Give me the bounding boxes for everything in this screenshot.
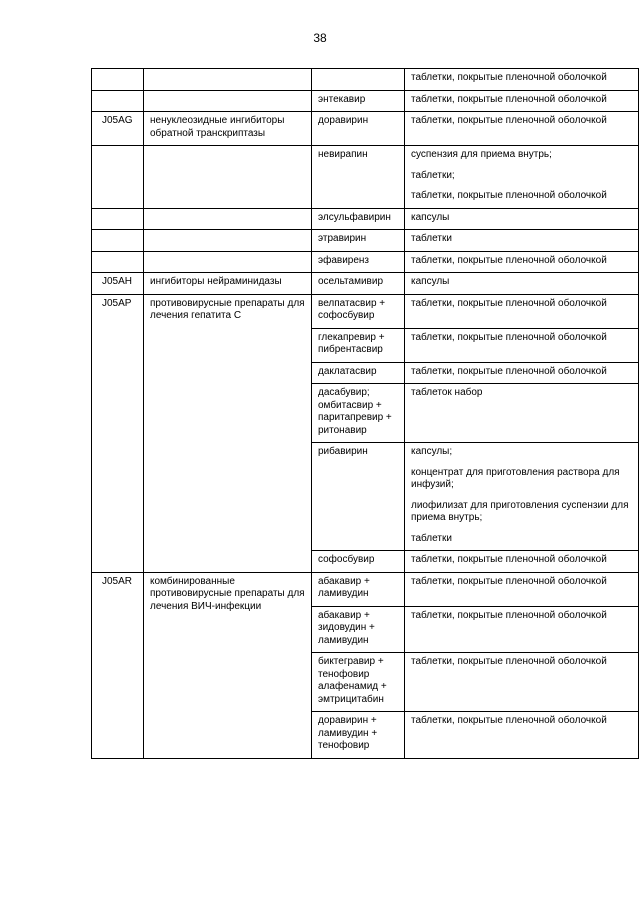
- dosage-forms-cell: [405, 653, 639, 712]
- dosage-forms-cell: [405, 273, 639, 295]
- dosage-forms-cell: [405, 443, 639, 551]
- dosage-forms-cell: [405, 362, 639, 384]
- table-row: [92, 572, 639, 606]
- table-row: [92, 230, 639, 252]
- atc-code-cell: [92, 69, 144, 91]
- table-row: [92, 112, 639, 146]
- dosage-forms-cell: [405, 606, 639, 653]
- drug-name-cell: энтекавир: [312, 90, 405, 112]
- group-cell: ненуклеозидные ингибиторы обратной транскриптазы: [144, 112, 312, 146]
- dosage-form: таблетки, покрытые пленочной оболочкой: [411, 715, 607, 726]
- drug-table-body: [92, 69, 639, 759]
- table-row: [92, 90, 639, 112]
- dosage-forms-cell: [405, 551, 639, 573]
- table-row: [92, 208, 639, 230]
- table-row: [92, 69, 639, 91]
- dosage-form: таблетки, покрытые пленочной оболочкой: [411, 72, 607, 83]
- dosage-form: капсулы: [411, 211, 450, 223]
- drug-name-cell: доравирин: [312, 112, 405, 146]
- dosage-form: таблетки, покрытые пленочной оболочкой: [411, 190, 607, 201]
- table-row: [92, 251, 639, 273]
- drug-name-cell: велпатасвир + софосбувир: [312, 294, 405, 328]
- dosage-forms-cell: [405, 294, 639, 328]
- dosage-form: таблетки, покрытые пленочной оболочкой: [411, 297, 607, 309]
- drug-name-cell: абакавир + зидовудин + ламивудин: [312, 606, 405, 653]
- group-cell: ингибиторы нейраминидазы: [144, 273, 312, 295]
- group-cell: [144, 90, 312, 112]
- drug-name-cell: осельтамивир: [312, 273, 405, 295]
- atc-code-cell: [92, 90, 144, 112]
- drug-name-cell: рибавирин: [312, 443, 405, 551]
- drug-name-cell: даклатасвир: [312, 362, 405, 384]
- page-number: 38: [313, 31, 327, 45]
- atc-code-cell: [92, 146, 144, 209]
- atc-code-cell: J05AR: [92, 572, 144, 758]
- dosage-form: таблетки, покрытые пленочной оболочкой: [411, 365, 607, 377]
- group-cell: [144, 251, 312, 273]
- dosage-forms-cell: [405, 69, 639, 91]
- dosage-forms-cell: [405, 208, 639, 230]
- dosage-form: суспензия для приема внутрь;: [411, 149, 552, 160]
- drug-name-cell: [312, 69, 405, 91]
- drug-name-cell: дасабувир; омбитасвир + паритапревир + ритонавир: [312, 384, 405, 443]
- dosage-form: таблетки, покрытые пленочной оболочкой: [411, 656, 607, 667]
- dosage-form: концентрат для приготовления раствора для инфузий;: [411, 466, 620, 490]
- dosage-form: таблетки: [411, 233, 452, 244]
- dosage-form: таблеток набор: [411, 387, 483, 398]
- group-cell: противовирусные препараты для лечения гепатита С: [144, 294, 312, 572]
- table-row: [92, 146, 639, 209]
- dosage-form: таблетки, покрытые пленочной оболочкой: [411, 554, 607, 565]
- drug-table: [91, 68, 639, 759]
- drug-name-cell: софосбувир: [312, 551, 405, 573]
- dosage-forms-cell: [405, 572, 639, 606]
- dosage-form: таблетки, покрытые пленочной оболочкой: [411, 331, 607, 343]
- group-cell: [144, 208, 312, 230]
- dosage-forms-cell: [405, 90, 639, 112]
- atc-code-cell: [92, 208, 144, 230]
- dosage-form: таблетки, покрытые пленочной оболочкой: [411, 115, 607, 126]
- group-cell: [144, 146, 312, 209]
- drug-name-cell: доравирин + ламивудин + тенофовир: [312, 712, 405, 759]
- drug-name-cell: абакавир + ламивудин: [312, 572, 405, 606]
- dosage-form: таблетки;: [411, 169, 455, 181]
- table-row: [92, 273, 639, 295]
- dosage-forms-cell: [405, 251, 639, 273]
- dosage-form: таблетки, покрытые пленочной оболочкой: [411, 609, 607, 621]
- dosage-forms-cell: [405, 328, 639, 362]
- dosage-form: таблетки, покрытые пленочной оболочкой: [411, 575, 607, 587]
- dosage-form: капсулы;: [411, 446, 453, 457]
- atc-code-cell: J05AH: [92, 273, 144, 295]
- drug-name-cell: этравирин: [312, 230, 405, 252]
- drug-name-cell: элсульфавирин: [312, 208, 405, 230]
- dosage-form: таблетки, покрытые пленочной оболочкой: [411, 254, 607, 266]
- drug-name-cell: невирапин: [312, 146, 405, 209]
- dosage-forms-cell: [405, 230, 639, 252]
- atc-code-cell: J05AG: [92, 112, 144, 146]
- table-row: [92, 294, 639, 328]
- group-cell: [144, 230, 312, 252]
- atc-code-cell: [92, 230, 144, 252]
- atc-code-cell: [92, 251, 144, 273]
- group-cell: [144, 69, 312, 91]
- drug-name-cell: эфавиренз: [312, 251, 405, 273]
- dosage-form: таблетки: [411, 532, 452, 544]
- drug-name-cell: биктегравир + тенофовир алафенамид + эмтрицитабин: [312, 653, 405, 712]
- dosage-forms-cell: [405, 384, 639, 443]
- dosage-form: таблетки, покрытые пленочной оболочкой: [411, 93, 607, 105]
- dosage-forms-cell: [405, 112, 639, 146]
- dosage-form: лиофилизат для приготовления суспензии для приема внутрь;: [411, 499, 629, 523]
- group-cell: комбинированные противовирусные препараты для лечения ВИЧ-инфекции: [144, 572, 312, 758]
- atc-code-cell: J05AP: [92, 294, 144, 572]
- dosage-forms-cell: [405, 146, 639, 209]
- dosage-forms-cell: [405, 712, 639, 759]
- drug-name-cell: глекапревир + пибрентасвир: [312, 328, 405, 362]
- dosage-form: капсулы: [411, 276, 450, 287]
